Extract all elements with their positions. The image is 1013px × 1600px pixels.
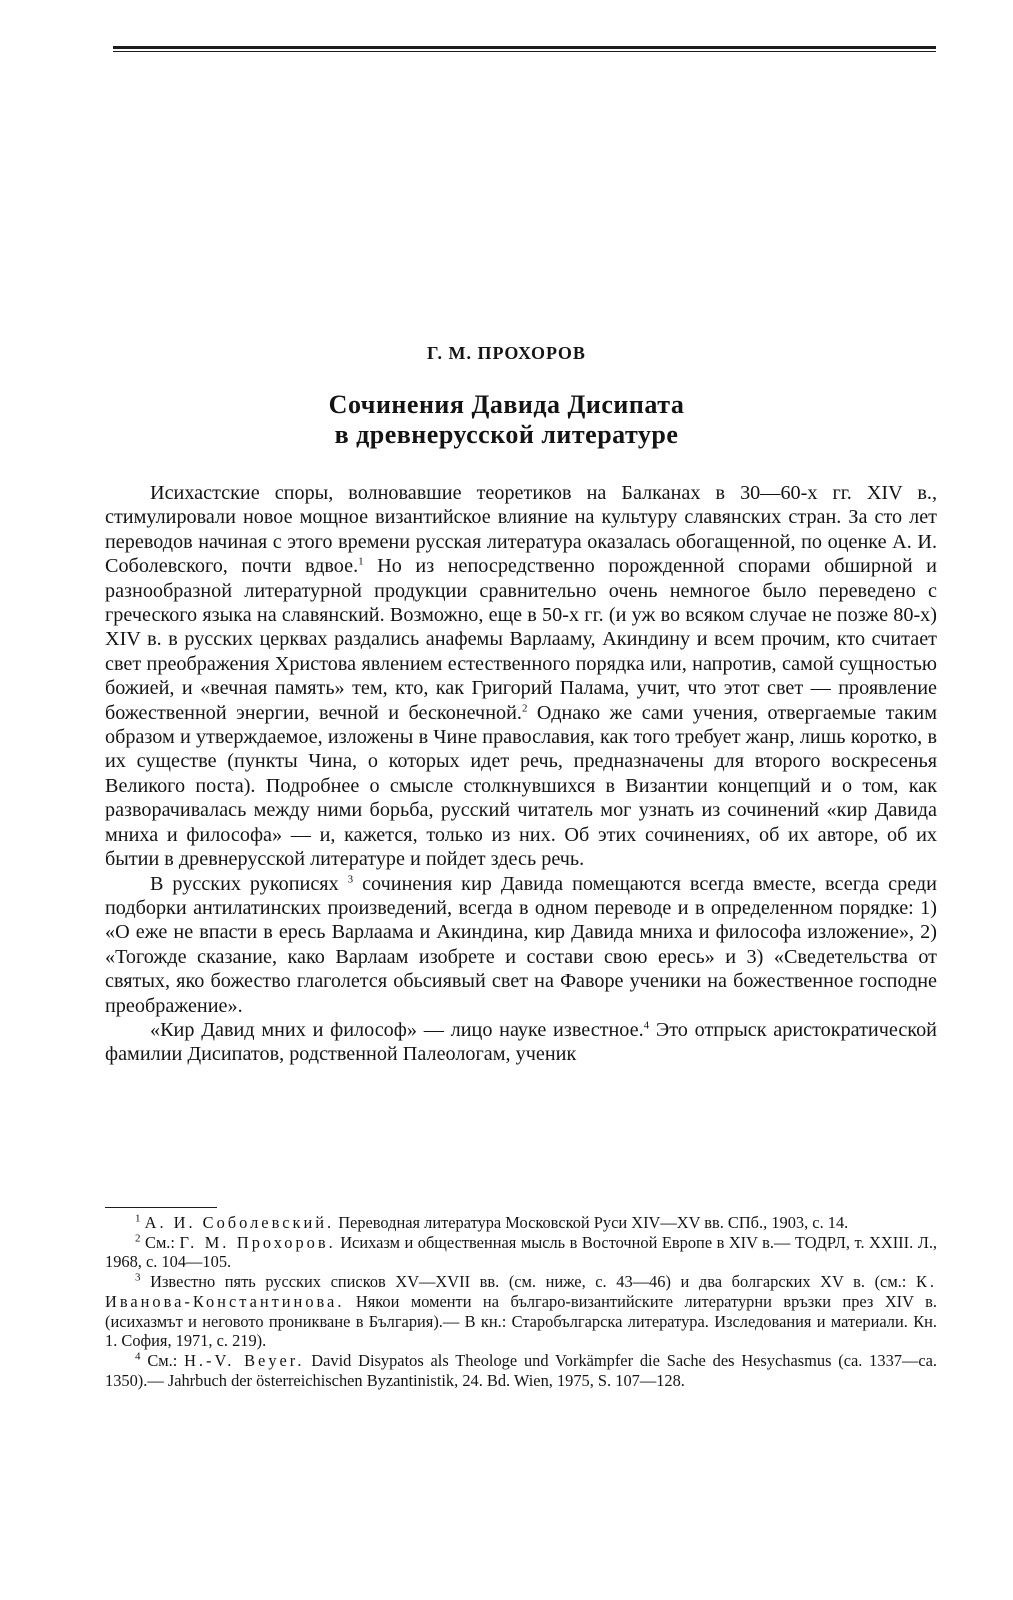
footnote-text: David Disypatos als Theologe und Vorkämpfer die Sache des Hesychasmus (ca. 1337—ca. 1350).— Jahrbuch der österreichischen Byzantinistik, 24. Bd. Wien, 1975, S. 107—128. [105, 1350, 938, 1390]
footnote-text: Някои моменти на българо-византийските литературни връзки през XIV в. (исихазмът и неговото проникване в България).— В кн.: Старобългарска литература. Изследования и материали. Кн. 1. София, 1971, с. 219). [105, 1291, 937, 1351]
paragraph-3 [105, 1018, 937, 1067]
top-rule [113, 46, 936, 52]
footnote-number: 1 [135, 1212, 141, 1225]
paragraph-2 [105, 872, 937, 1018]
footnotes [105, 1213, 937, 1390]
footnote-4 [105, 1351, 937, 1390]
footnote-author: Г. М. Прохоров. [179, 1232, 336, 1252]
paragraph-1 [105, 481, 937, 872]
footnote-ref-4: 4 [643, 1019, 650, 1032]
paragraph-text: Исихастские споры, волновавшие теоретиков на Балканах в 30—60-х гг. XIV в., стимулировали новое мощное византийское влияние на культуру славянских стран. За сто лет переводов начиная с этого времени русская литература оказалась обогащенной, по оценке А. И. Соболевского, почти вдвое. [105, 482, 937, 578]
footnote-number: 4 [135, 1350, 141, 1363]
footnote-ref-2: 2 [521, 701, 528, 714]
footnote-number: 3 [135, 1271, 141, 1284]
footnote-author: H.-V. Beyer. [184, 1350, 305, 1370]
footnote-author: А. И. Соболевский. [144, 1213, 335, 1232]
paragraph-text: Но из непосредственно порожденной спорами обширной и разнообразной литературной продукции сравнительно очень немногое было переведено с греческого языка на славянский. Возможно, еще в 50-х гг. (и уж во всяком случае не позже 80-х) XIV в. в русских церквах раздались анафемы Варлааму, Акиндину и всем прочим, кто считает свет преображения Христова явлением естественного порядка или, напротив, самой сущностью божией, и «вечная память» тем, кто, как Григорий Палама, учит, что этот свет — проявление божественной энергии, вечной и бесконечной. [105, 555, 937, 724]
footnote-text: Исихазм и общественная мысль в Восточной Европе в XIV в.— ТОДРЛ, т. XXIII. Л., 1968, с. 104—105. [105, 1232, 938, 1272]
paragraph-text: Однако же сами учения, отвергаемые таким образом и утверждаемое, изложены в Чине православия, как того требует жанр, лишь коротко, в их существе (пункты Чина, о которых идет речь, предназначены для второго воскресенья Великого поста). Подробнее о смысле столкнувшихся в Византии концепций и о том, как разворачивалась между ними борьба, русский читатель мог узнать из сочинений «кир Давида мниха и философа» — и, кажется, только из них. Об этих сочинениях, об их авторе, об их бытии в древнерусской литературе и пойдет здесь речь. [105, 701, 937, 871]
footnote-text: Известно пять русских списков XV—XVII вв. (см. ниже, с. 43—46) и два болгарских XV в. (см.: [140, 1272, 916, 1292]
article-body [105, 481, 937, 1067]
footnote-text: См.: [140, 1232, 180, 1252]
footnote-2 [105, 1233, 937, 1272]
paragraph-text: «Кир Давид мних и философ» — лицо науке известное. [150, 1018, 644, 1041]
title-line-1: Сочинения Давида Дисипата [328, 390, 685, 419]
footnote-text: Переводная литература Московской Руси XIV—XV вв. СПб., 1903, с. 14. [334, 1213, 849, 1232]
title-line-2: в древнерусской литературе [334, 420, 679, 449]
paragraph-text: Это отпрыск аристократической фамилии Дисипатов, родственной Палеологам, ученик [105, 1018, 937, 1066]
article-title [0, 390, 1013, 450]
paragraph-text: В русских рукописях [150, 872, 339, 895]
footnote-separator [105, 1207, 217, 1208]
footnote-text: См.: [140, 1350, 185, 1370]
footnote-ref-3: 3 [347, 872, 354, 885]
footnote-author: К. Иванова-Константинова. [105, 1272, 937, 1311]
footnote-3 [105, 1272, 937, 1351]
author-name: Г. М. ПРОХОРОВ [427, 343, 586, 363]
footnote-1 [105, 1213, 937, 1233]
footnote-number: 2 [135, 1232, 141, 1245]
footnote-ref-1: 1 [358, 555, 364, 568]
paragraph-text: сочинения кир Давида помещаются всегда вместе, всегда среди подборки антилатинских произведений, всегда в одном переводе и в определенном порядке: 1) «О еже не впасти в ересь Варлаама и Акиндина, кир Давида мниха и философа изложение», 2) «Тогожде сказание, како Варлаам изобрете и состави свою ересь» и 3) «Сведетельства от святых, яко божество глаголется обьсиявый свет на Фаворе ученики на божественное господне преображение». [105, 872, 937, 1017]
